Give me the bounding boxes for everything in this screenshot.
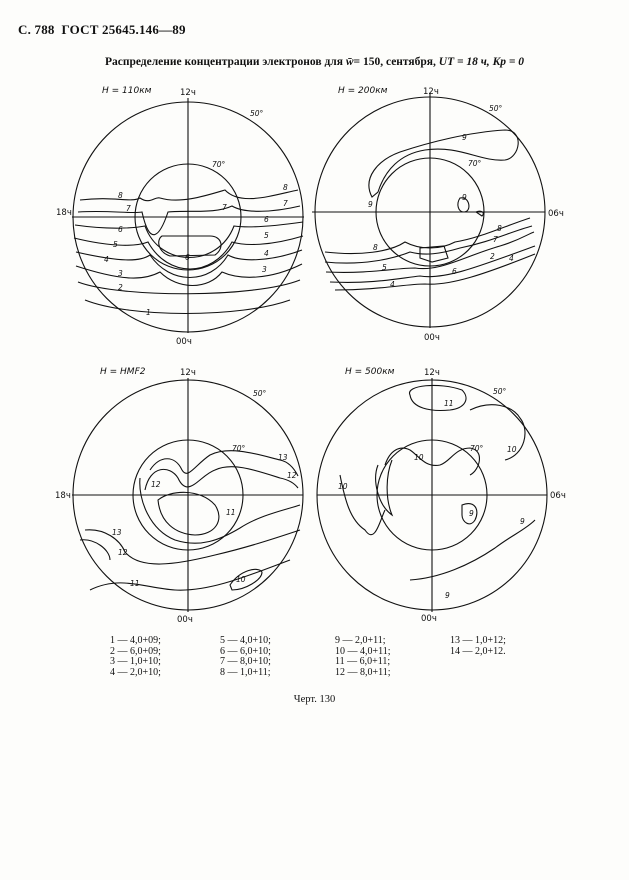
plot2-contour-label: 8 [373, 243, 378, 252]
plot1-contour-3 [76, 264, 302, 286]
plot2-contour-label: 9 [462, 133, 467, 142]
plot2-top-label: 12ч [423, 87, 439, 97]
plot3-height-label: H = HMF2 [100, 367, 146, 377]
plot1-contour-label: 8 [118, 191, 123, 200]
legend-entry: 3 — 1,0+10; [110, 656, 161, 667]
plot2-contour-label: 4 [390, 280, 395, 289]
plot4-right-label: 06ч [550, 491, 566, 501]
plot4-top-label: 12ч [424, 368, 440, 378]
figure-number: Черт. 130 [293, 694, 336, 705]
legend-column [335, 636, 391, 678]
plot3-contour-12-upper [145, 467, 298, 490]
plot1-contour-8 [80, 190, 298, 201]
caption-ut: UT = 18 ч, [438, 56, 490, 68]
plot-hmf2 [72, 378, 303, 612]
plot4-contour-label: 10 [414, 453, 424, 462]
plot1-contour-label: 6 [185, 253, 190, 262]
plot3-left-label: 18ч [55, 491, 71, 501]
plot4-bottom-label: 00ч [421, 614, 437, 624]
plot3-contour-label: 11 [130, 579, 140, 588]
plot1-contour-label: 5 [113, 240, 118, 249]
plot3-contour-label: 12 [151, 480, 161, 489]
legend-entry: 2 — 6,0+09; [110, 645, 161, 657]
plot3-bottom-label: 00ч [177, 615, 193, 625]
legend-entry: 9 — 2,0+11; [335, 635, 386, 646]
plot2-contour-label: 4 [509, 254, 514, 263]
plot4-lat-outer: 50° [493, 387, 507, 396]
plot4-contour-label: 10 [507, 445, 517, 454]
caption-prefix: Распределение концентрации электронов для [104, 56, 343, 68]
plot1-left-label: 18ч [56, 208, 72, 218]
plot2-contour-label: 8 [497, 224, 502, 233]
plot1-contour-2 [78, 280, 300, 294]
legend-entry: 6 — 6,0+10; [220, 645, 271, 657]
legend-entry: 4 — 2,0+10; [110, 666, 161, 678]
plot-110km [72, 98, 304, 333]
plot1-contour-label: 7 [283, 199, 288, 208]
plot1-lat-outer: 50° [250, 109, 264, 118]
plot3-contour-label: 13 [278, 453, 288, 462]
standard-number: ГОСТ 25645.146—89 [61, 22, 186, 37]
plot2-contour-label: 6 [452, 267, 457, 276]
plot2-contour-4 [330, 246, 535, 282]
caption-rest: = 150, сентября, [353, 56, 436, 68]
legend-column [110, 636, 161, 678]
plot1-contour-label: 7 [222, 203, 227, 212]
plot3-contour-12-lower [140, 478, 300, 543]
legend-entry: 11 — 6,0+11; [335, 656, 391, 667]
legend-entry: 13 — 1,0+12; [450, 635, 506, 646]
legend-column [450, 636, 506, 657]
plot3-contour-label: 12 [287, 471, 297, 480]
plot1-contour-label: 6 [118, 225, 123, 234]
plot4-contour-label: 9 [520, 517, 525, 526]
legend-entry: 14 — 2,0+12. [450, 645, 506, 657]
plot1-contour-label: 8 [283, 183, 288, 192]
caption-kp: Kp = 0 [492, 56, 525, 68]
plot4-contour-11 [410, 385, 466, 410]
plot2-right-label: 06ч [548, 209, 564, 219]
plot3-contour-13-left [80, 540, 110, 560]
plot3-contour-label: 11 [226, 508, 236, 517]
plot2-lat-outer: 50° [489, 104, 503, 113]
plot3-contour-label: 10 [236, 575, 246, 584]
plot3-lat-outer: 50° [253, 389, 267, 398]
plot3-lat-inner: 70° [232, 444, 246, 453]
legend-entry: 7 — 8,0+10; [220, 656, 271, 667]
plot4-contour-label: 10 [338, 482, 348, 491]
legend-column [220, 636, 271, 678]
plot4-contour-label: 9 [445, 591, 450, 600]
legend-entry: 5 — 4,0+10; [220, 635, 271, 646]
plot1-contour-label: 6 [264, 215, 269, 224]
legend-entry: 12 — 8,0+11; [335, 666, 391, 678]
legend-entry: 1 — 4,0+09; [110, 635, 161, 646]
caption-w-symbol: w̄ [345, 56, 354, 68]
plot2-contour-label: 5 [382, 263, 387, 272]
plot3-contour-label: 13 [112, 528, 122, 537]
plot1-contour-label: 4 [264, 249, 269, 258]
plot2-contour-label: 2 [490, 252, 495, 261]
plot1-contour-label: 3 [118, 269, 123, 278]
plot1-top-label: 12ч [180, 88, 196, 98]
plot1-contour-label: 5 [264, 231, 269, 240]
plot1-bottom-label: 00ч [176, 337, 192, 347]
plot2-contour-label: 9 [368, 200, 373, 209]
plot1-lat-inner: 70° [212, 160, 226, 169]
plot2-contour-label: 7 [493, 235, 498, 244]
plot1-height-label: H = 110км [102, 86, 152, 96]
plot3-contour-label: 12 [118, 548, 128, 557]
legend-entry: 10 — 4,0+11; [335, 645, 391, 657]
plot1-contour-label: 3 [262, 265, 267, 274]
plot1-contour-label: 7 [126, 204, 131, 213]
plot4-contour-label: 11 [444, 399, 454, 408]
plot4-contour-label: 9 [469, 509, 474, 518]
plot2-lat-inner: 70° [468, 159, 482, 168]
plot2-contour-label: 9 [462, 193, 467, 202]
plot3-top-label: 12ч [180, 368, 196, 378]
plot-500km [317, 378, 547, 612]
legend-entry: 8 — 1,0+11; [220, 666, 271, 678]
plot4-lat-inner: 70° [470, 444, 484, 453]
plot3-contour-11-outer [90, 560, 290, 590]
plot2-height-label: H = 200км [338, 86, 388, 96]
plot-200km [312, 93, 545, 328]
plot4-height-label: H = 500км [345, 367, 395, 377]
plot1-contour-label: 2 [118, 283, 123, 292]
plot1-contour-label: 1 [146, 308, 151, 317]
page-number: С. 788 [18, 22, 55, 37]
plot1-contour-label: 4 [104, 255, 109, 264]
plot2-contour-9-outer [369, 130, 518, 197]
plot2-bottom-label: 00ч [424, 333, 440, 343]
